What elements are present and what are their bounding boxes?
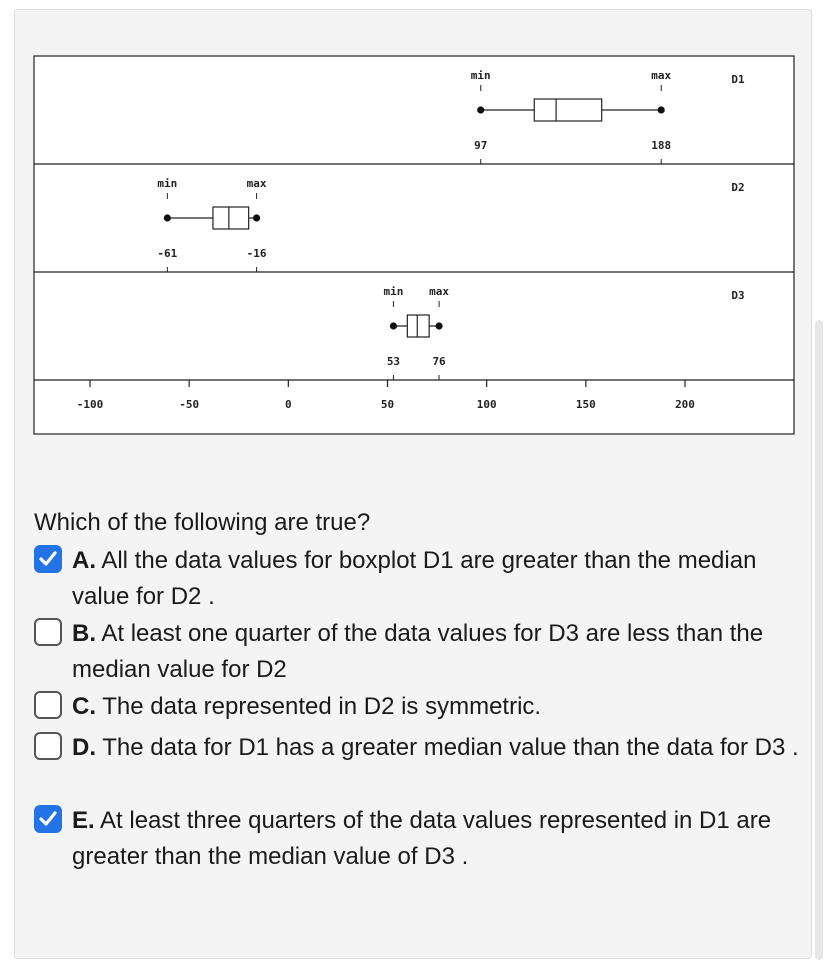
min-point [164,214,171,221]
min-value-label: -61 [157,247,178,260]
iqr-box [534,99,601,121]
option-a-checkbox[interactable] [34,545,62,573]
max-label: max [429,285,450,298]
series-name-label: D2 [731,181,745,194]
option-b-letter: B. [72,620,96,647]
option-a-label: All the data values for boxplot D1 are greater than the median value for D2 . [72,547,757,610]
max-value-label: 76 [432,355,446,368]
option-d-letter: D. [72,734,96,761]
option-e-text [72,803,804,875]
max-value-label: 188 [651,139,672,152]
series-name-label: D3 [731,289,745,302]
option-c[interactable] [34,689,804,725]
x-tick-label: 100 [476,398,497,411]
option-c-letter: C. [72,693,96,720]
min-label: min [470,69,491,82]
x-tick-label: 200 [675,398,695,411]
checkmark-icon [37,808,59,830]
chart-frame [34,56,794,434]
max-label: max [246,177,267,190]
iqr-box [407,315,429,337]
min-label: min [157,177,178,190]
option-a[interactable] [34,543,804,615]
x-tick-label: -50 [179,398,200,411]
min-value-label: 53 [386,355,401,368]
question-prompt: Which of the following are true? [34,509,371,536]
max-label: max [651,69,672,82]
max-point [253,214,260,221]
option-e-label: At least three quarters of the data values represented in D1 are greater than the median value of D3 . [72,807,772,870]
max-point [658,106,665,113]
min-value-label: 97 [474,139,488,152]
max-point [435,322,442,329]
max-value-label: -16 [246,247,267,260]
series-name-label: D1 [731,73,745,86]
x-tick-label: 50 [380,398,395,411]
option-b[interactable] [34,616,804,688]
option-a-letter: A. [72,547,96,574]
x-tick-label: 150 [575,398,596,411]
min-point [390,322,397,329]
x-tick-label: -100 [76,398,104,411]
option-e-checkbox[interactable] [34,805,62,833]
option-c-checkbox[interactable] [34,691,62,719]
iqr-box [213,207,249,229]
option-e-letter: E. [72,807,95,834]
x-tick-label: 0 [285,398,292,411]
option-c-text [72,689,804,725]
option-d-text [72,730,804,766]
min-point [477,106,484,113]
option-a-text [72,543,804,615]
checkmark-icon [37,548,59,570]
boxplot-chart [0,0,828,450]
option-d[interactable] [34,730,804,766]
option-d-checkbox[interactable] [34,732,62,760]
option-b-label: At least one quarter of the data values for D3 are less than the median value for D2 [72,620,764,683]
option-e[interactable] [34,803,804,875]
option-b-checkbox[interactable] [34,618,62,646]
option-d-label: The data for D1 has a greater median value than the data for D3 . [96,734,799,761]
option-c-label: The data represented in D2 is symmetric. [96,693,542,720]
option-b-text [72,616,804,688]
min-label: min [383,285,404,298]
